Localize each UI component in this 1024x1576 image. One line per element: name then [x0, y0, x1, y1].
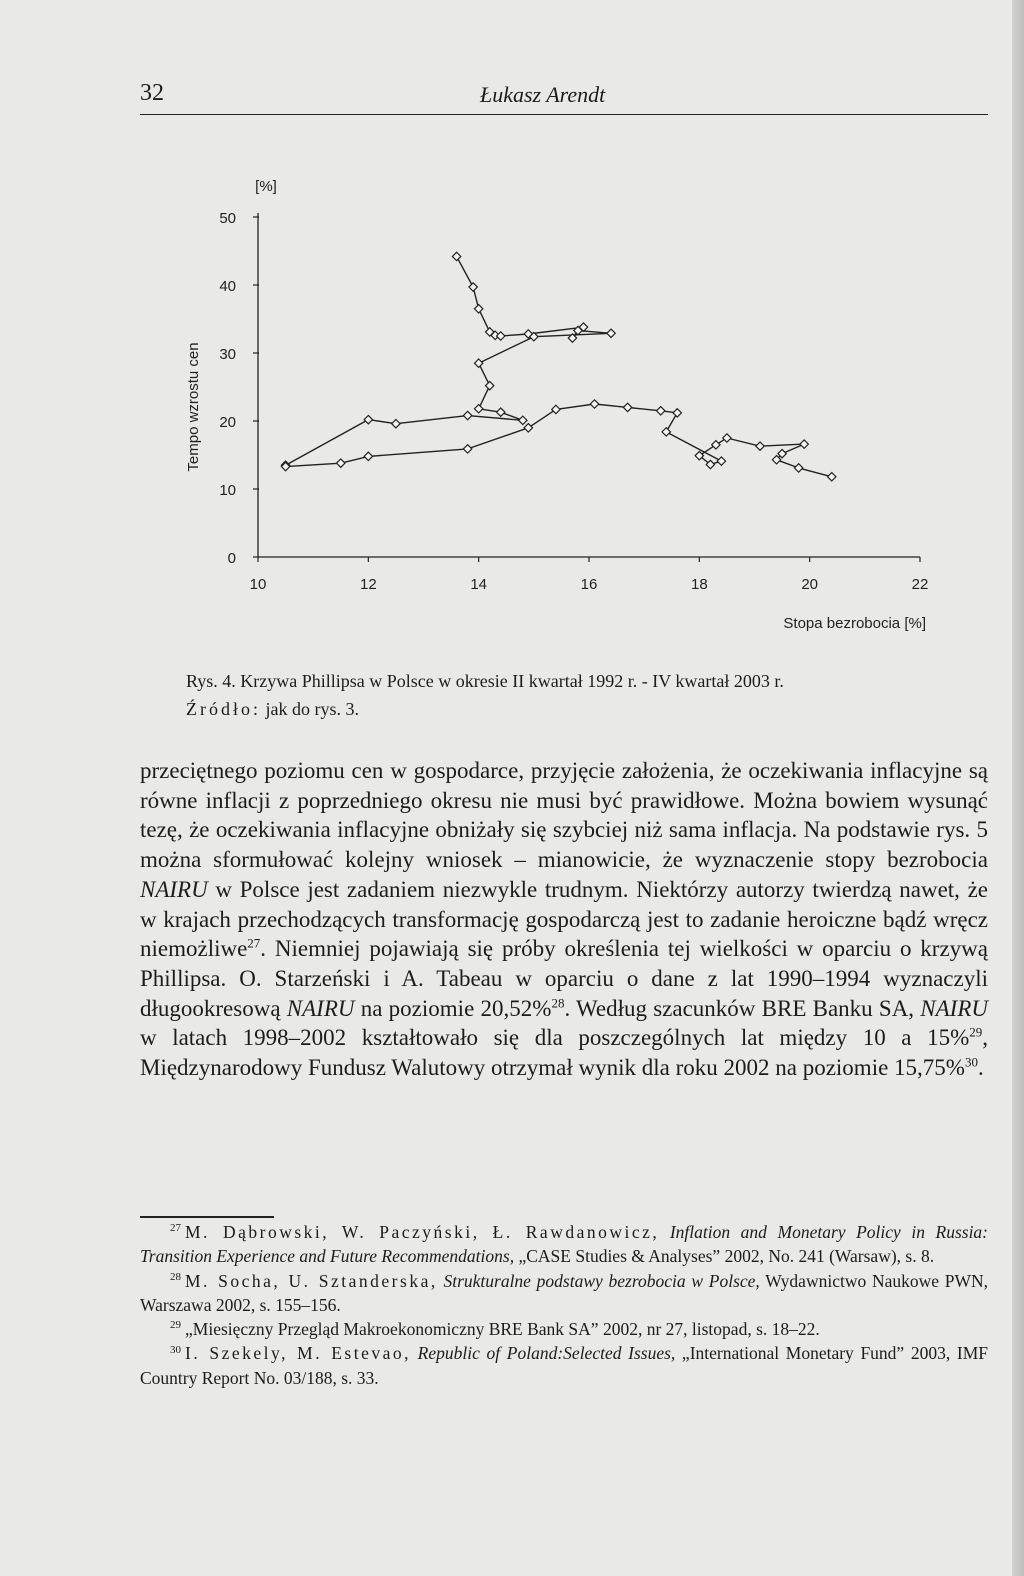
data-point-marker [524, 424, 532, 432]
data-point-marker [590, 400, 598, 408]
footnote-27 [140, 1220, 988, 1269]
source-text: jak do rys. 3. [261, 699, 359, 719]
body-segment: . Według szacunków BRE Banku SA, [564, 995, 921, 1021]
footnote-rule [140, 1216, 274, 1218]
body-segment: . Niemniej pojawiają się próby określenia tej wielkości w oparciu o krzywą Phillipsa. O. Starzeński i A. Tabeau w oparciu o dane z lat 1990–1994 wyznaczyli długookresową [140, 936, 988, 1021]
y-axis-label: Tempo wzrostu cen [185, 342, 202, 472]
data-point-marker [673, 409, 681, 417]
body-segment: w Polsce jest zadaniem niezwykle trudnym. Niektórzy autorzy twierdzą nawet, że w krajach przechodzących transformację gospodarczą jest to zadanie heroiczne bądź wręcz niemożliwe [140, 876, 988, 962]
footnote-title: Strukturalne podstawy bezrobocia w Polsce, [443, 1270, 760, 1291]
footnote-ref-28[interactable]: 28 [551, 994, 565, 1010]
y-tick-label: 20 [219, 414, 236, 431]
data-point-marker [392, 420, 400, 428]
body-segment: przeciętnego poziomu cen w gospodarce, przyjęcie założenia, że oczekiwania inflacyjne są równe inflacji z poprzedniego okresu nie musi być prawidłowe. Można bowiem wysunąć tezę, że oczekiwania inflacyjne obniżały się szybciej niż sama inflacja. Na podstawie rys. 5 można sformułować kolejny wniosek – mianowicie, że wyznaczenie stopy bezrobocia [140, 758, 988, 873]
data-point-marker [452, 252, 460, 260]
footnote-28 [140, 1269, 988, 1318]
footnote-rest: „Miesięczny Przegląd Makroekonomiczny BRE Bank SA” 2002, nr 27, listopad, s. 18–22. [185, 1319, 820, 1340]
phillips-curve-chart [140, 158, 1000, 658]
y-tick-label: 10 [219, 482, 236, 499]
footnote-number: 27 [170, 1222, 181, 1235]
data-point-marker [519, 416, 527, 424]
data-point-marker [463, 411, 471, 419]
figure-caption [186, 668, 986, 722]
x-tick-label: 14 [470, 576, 488, 593]
body-segment: , Międzynarodowy Fundusz Walutowy otrzymał wynik dla roku 2002 na poziomie 15,75% [140, 1025, 988, 1081]
data-point-marker [662, 428, 670, 436]
footnote-rest: „International Monetary Fund” 2003, IMF Country Report No. 03/188, s. 33. [140, 1343, 989, 1388]
x-axis-label: Stopa bezrobocia [%] [783, 615, 926, 632]
data-point-marker [717, 457, 725, 465]
body-paragraph [140, 756, 988, 1083]
y-tick-label: 0 [227, 550, 236, 567]
x-tick-label: 16 [580, 576, 598, 593]
data-point-marker [623, 403, 631, 411]
data-point-marker [474, 359, 482, 367]
page-header [140, 78, 988, 115]
body-segment: . [977, 1055, 984, 1081]
footnote-ref-29[interactable]: 29 [969, 1024, 983, 1040]
data-point-marker [486, 381, 494, 389]
caption-source [186, 696, 986, 722]
page-number: 32 [140, 80, 164, 106]
footnotes [140, 1220, 988, 1390]
x-tick-label: 10 [249, 576, 267, 593]
data-point-marker [463, 445, 471, 453]
x-tick-label: 12 [359, 576, 377, 593]
footnote-number: 28 [170, 1270, 181, 1283]
y-tick-label: 50 [219, 210, 236, 227]
data-point-marker [756, 442, 764, 450]
footnote-author: M. Dąbrowski, W. Paczyński, Ł. Rawdanowicz, [185, 1222, 660, 1242]
data-point-marker [723, 434, 731, 442]
footnote-title: Republic of Poland:Selected Issues, [417, 1343, 676, 1364]
data-point-marker [469, 283, 477, 291]
phillips-curve-figure [140, 158, 1000, 658]
x-tick-label: 22 [911, 576, 929, 593]
caption-text: Rys. 4. Krzywa Phillipsa w Polsce w okresie II kwartał 1992 r. - IV kwartał 2003 r. [186, 671, 784, 691]
y-tick-label: 40 [219, 278, 236, 295]
data-point-marker [800, 440, 808, 448]
data-point-marker [497, 408, 505, 416]
running-head: Łukasz Arendt [480, 82, 606, 107]
body-term-nairu: NAIRU [920, 995, 989, 1021]
footnote-ref-30[interactable]: 30 [964, 1054, 978, 1070]
footnote-title: Inflation and Monetary Policy in Russia: Transition Experience and Future Recommendations, [140, 1222, 989, 1267]
x-tick-label: 20 [801, 576, 819, 593]
body-term-nairu: NAIRU [140, 876, 208, 902]
data-point-marker [337, 459, 345, 467]
footnote-rest: Wydawnictwo Naukowe PWN, Warszawa 2002, s. 155–156. [140, 1270, 988, 1315]
data-point-marker [828, 473, 836, 481]
data-point-marker [657, 407, 665, 415]
data-point-marker [607, 329, 615, 337]
data-point-marker [364, 452, 372, 460]
data-point-marker [474, 305, 482, 313]
data-point-marker [712, 441, 720, 449]
body-term-nairu: NAIRU [286, 995, 355, 1021]
data-point-marker [364, 415, 372, 423]
footnote-number: 30 [170, 1343, 181, 1356]
footnote-author: I. Szekely, M. Estevao, [185, 1343, 412, 1364]
source-label: Źródło: [186, 699, 261, 719]
footnote-author: M. Socha, U. Sztanderska, [185, 1270, 438, 1291]
body-segment: w latach 1998–2002 kształtowało się dla poszczególnych lat między 10 a 15% [140, 1025, 970, 1051]
footnote-29 [140, 1317, 988, 1341]
body-segment: na poziomie 20,52% [354, 995, 552, 1021]
page-edge [1012, 0, 1024, 1576]
footnote-rest: „CASE Studies & Analyses” 2002, No. 241 (Warsaw), s. 8. [514, 1246, 935, 1267]
series-line [286, 256, 832, 476]
footnote-ref-27[interactable]: 27 [247, 935, 261, 951]
y-axis-unit: [%] [255, 178, 277, 195]
data-point-marker [794, 464, 802, 472]
y-tick-label: 30 [219, 346, 236, 363]
x-tick-label: 18 [690, 576, 708, 593]
data-point-marker [474, 405, 482, 413]
data-point-marker [552, 405, 560, 413]
footnote-number: 29 [170, 1319, 181, 1332]
footnote-30 [140, 1341, 988, 1390]
